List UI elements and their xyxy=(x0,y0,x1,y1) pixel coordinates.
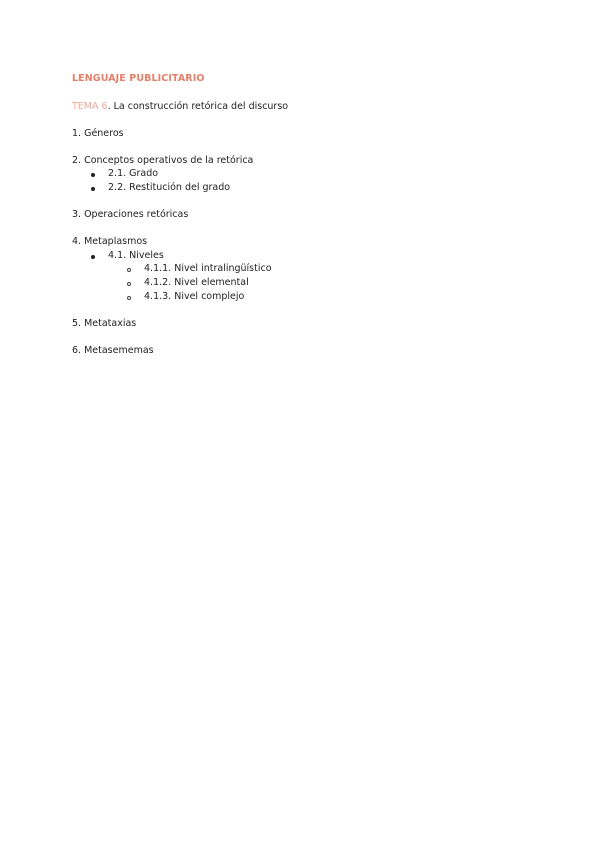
section-4-subitem-3: 4.1.3. Nivel complejo xyxy=(144,291,245,302)
section-3-heading: 3. Operaciones retóricas xyxy=(72,209,189,220)
bullet-icon xyxy=(91,173,95,177)
section-6-heading: 6. Metasememas xyxy=(72,345,154,356)
bullet-icon xyxy=(91,255,95,259)
section-5-heading: 5. Metataxias xyxy=(72,318,137,329)
section-4-subitem-2: 4.1.2. Nivel elemental xyxy=(144,277,249,288)
section-2-heading: 2. Conceptos operativos de la retórica xyxy=(72,155,254,166)
document-title: LENGUAJE PUBLICITARIO xyxy=(72,73,205,84)
topic-heading xyxy=(72,100,288,114)
bullet-icon xyxy=(91,187,95,191)
section-4-item-1: 4.1. Niveles xyxy=(108,250,164,261)
hollow-bullet-icon xyxy=(127,268,131,272)
section-4-subitem-1: 4.1.1. Nivel intralingüístico xyxy=(144,263,272,274)
section-1-heading: 1. Géneros xyxy=(72,128,124,139)
hollow-bullet-icon xyxy=(127,296,131,300)
section-4-heading: 4. Metaplasmos xyxy=(72,236,148,247)
section-2-item-1: 2.1. Grado xyxy=(108,168,159,179)
topic-text: . La construcción retórica del discurso xyxy=(107,101,289,112)
hollow-bullet-icon xyxy=(127,282,131,286)
topic-prefix: TEMA 6 xyxy=(72,101,108,112)
section-2-item-2: 2.2. Restitución del grado xyxy=(108,182,231,193)
